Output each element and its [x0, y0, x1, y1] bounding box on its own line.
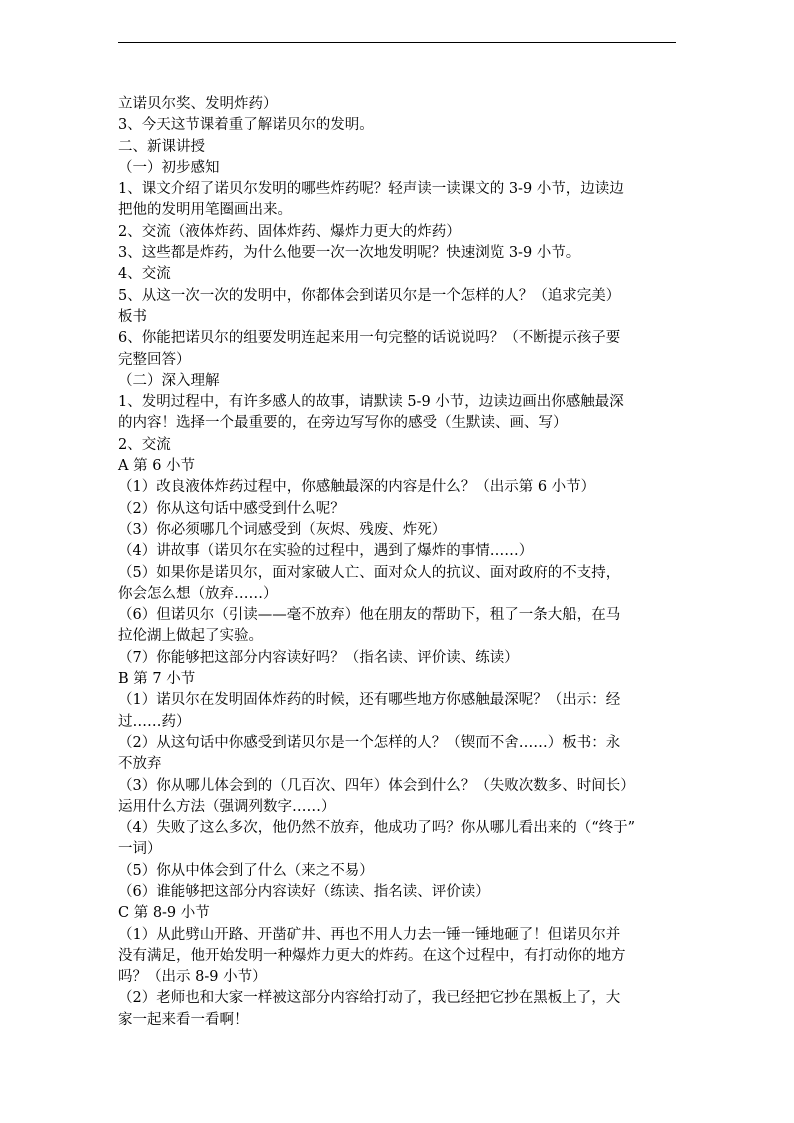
text-line: 3、这些都是炸药，为什么他要一次一次地发明呢？快速浏览 3-9 小节。 [118, 245, 581, 262]
text-line: （1）改良液体炸药过程中，你感触最深的内容是什么？（出示第 6 小节） [118, 479, 596, 496]
text-line: 没有满足，他开始发明一种爆炸力更大的炸药。在这个过程中，有打动你的地方 [118, 947, 626, 964]
header-rule [118, 42, 676, 43]
text-line: 完整回答） [118, 351, 191, 368]
text-line: 立诺贝尔奖、发明炸药） [118, 96, 278, 112]
text-line: 4、交流 [118, 266, 171, 283]
part-heading: B 第 7 小节 [118, 671, 196, 688]
text-line: 2、交流（液体炸药、固体炸药、爆炸力更大的炸药） [118, 223, 461, 240]
text-line: 家一起来看一看啊！ [118, 1011, 249, 1028]
text-line: （7）你能够把这部分内容读好吗？（指名读、评价读、练读） [118, 649, 519, 666]
part-heading: C 第 8-9 小节 [118, 905, 210, 922]
text-line: 的内容！选择一个最重要的，在旁边写写你的感受（生默读、画、写） [118, 415, 568, 432]
text-line: （5）你从中体会到了什么（来之不易） [118, 862, 374, 879]
document-body [118, 94, 678, 1031]
text-line: 2、交流 [118, 436, 171, 453]
text-line: 1、课文介绍了诺贝尔发明的哪些炸药呢？轻声读一读课文的 3-9 小节，边读边 [118, 181, 624, 198]
text-line: （6）但诺贝尔（引读——毫不放弃）他在朋友的帮助下，租了一条大船，在马 [118, 607, 621, 624]
text-line: （6）谁能够把这部分内容读好（练读、指名读、评价读） [118, 883, 490, 900]
subsection-heading: （二）深入理解 [118, 372, 220, 389]
text-line: 6、你能把诺贝尔的组要发明连起来用一句完整的话说说吗？（不断提示孩子要 [118, 330, 621, 347]
text-line: 一词） [118, 841, 162, 858]
text-line: （3）你从哪儿体会到的（几百次、四年）体会到什么？（失败次数多、时间长） [118, 777, 635, 794]
text-line: 运用什么方法（强调列数字……） [118, 798, 336, 815]
text-line: 1、发明过程中，有许多感人的故事，请默读 5-9 小节，边读边画出你感触最深 [118, 394, 624, 411]
text-line: 3、今天这节课着重了解诺贝尔的发明。 [118, 117, 374, 134]
text-line: （4）讲故事（诺贝尔在实验的过程中，遇到了爆炸的事情……） [118, 543, 534, 560]
text-line: 把他的发明用笔圈画出来。 [118, 202, 292, 219]
text-line: 过……药） [118, 713, 191, 730]
part-heading: A 第 6 小节 [118, 458, 196, 475]
subsection-heading: （一）初步感知 [118, 159, 220, 176]
text-line: 板书 [118, 308, 147, 325]
text-line: 不放弃 [118, 756, 162, 773]
text-line: （1）从此劈山开路、开凿矿井、再也不用人力去一锤一锤地砸了！但诺贝尔并 [118, 926, 621, 943]
text-line: （5）如果你是诺贝尔，面对家破人亡、面对众人的抗议、面对政府的不支持， [118, 564, 621, 581]
text-line: （2）你从这句话中感受到什么呢？ [118, 500, 345, 517]
text-line: 拉伦湖上做起了实验。 [118, 628, 263, 645]
text-line: （3）你必须哪几个词感受到（灰烬、残废、炸死） [118, 521, 447, 538]
text-line: （4）失败了这么多次，他仍然不放弃，他成功了吗？你从哪儿看出来的（“终于” [118, 820, 636, 837]
text-line: （1）诺贝尔在发明固体炸药的时候，还有哪些地方你感触最深呢？（出示：经 [118, 692, 621, 709]
text-line: 你会怎么想（放弃……） [118, 585, 278, 602]
text-line: （2）老师也和大家一样被这部分内容给打动了，我已经把它抄在黑板上了，大 [118, 990, 621, 1007]
text-line: 吗？（出示 8-9 小节） [118, 969, 267, 986]
text-line: 5、从这一次一次的发明中，你都体会到诺贝尔是一个怎样的人？（追求完美） [118, 287, 621, 304]
section-heading: 二、新课讲授 [118, 138, 205, 155]
text-line: （2）从这句话中你感受到诺贝尔是一个怎样的人？（锲而不舍……）板书：永 [118, 734, 621, 751]
